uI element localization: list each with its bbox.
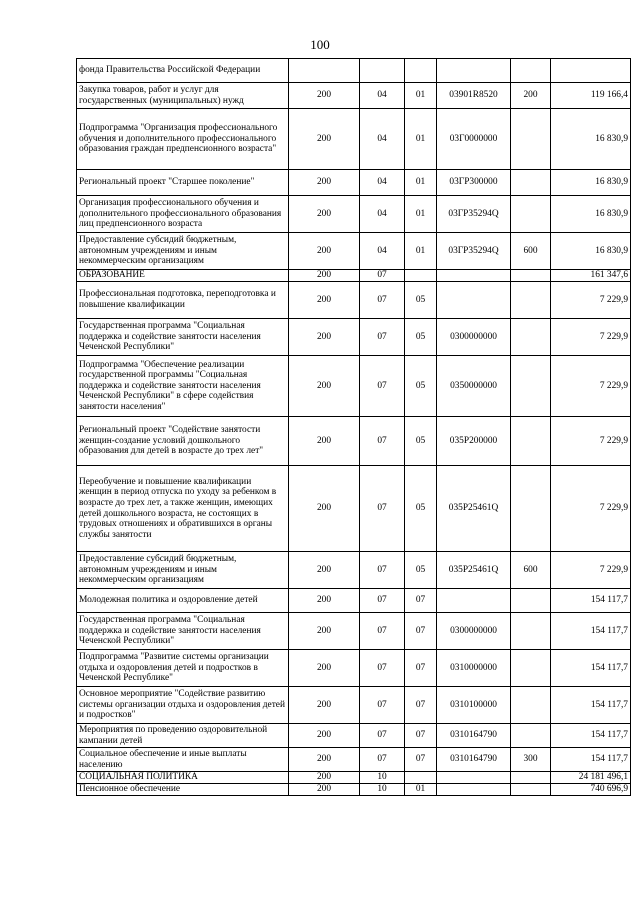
row-admin-code-cell: 200 — [289, 613, 360, 650]
row-expense-type-cell — [511, 196, 551, 233]
row-expense-type-cell — [511, 270, 551, 282]
row-subsection-cell: 01 — [405, 233, 437, 270]
row-subsection-cell: 07 — [405, 724, 437, 748]
row-amount-cell: 24 181 496,1 — [551, 772, 631, 784]
row-expense-type-cell — [511, 109, 551, 170]
row-amount-cell: 16 830,9 — [551, 196, 631, 233]
row-amount-cell: 7 229,9 — [551, 417, 631, 466]
row-amount-cell — [551, 59, 631, 83]
row-amount-cell: 154 117,7 — [551, 650, 631, 687]
row-section-cell: 04 — [360, 170, 405, 196]
row-name-cell: Пенсионное обеспечение — [77, 784, 289, 796]
row-admin-code-cell: 200 — [289, 724, 360, 748]
table-row — [77, 270, 631, 282]
row-expense-type-cell — [511, 59, 551, 83]
row-subsection-cell: 05 — [405, 466, 437, 552]
row-target-article-cell: 03ГР300000 — [437, 170, 511, 196]
row-target-article-cell: 0300000000 — [437, 613, 511, 650]
row-amount-cell: 16 830,9 — [551, 170, 631, 196]
row-admin-code-cell: 200 — [289, 687, 360, 724]
row-name-cell: Молодежная политика и оздоровление детей — [77, 589, 289, 613]
row-expense-type-cell — [511, 772, 551, 784]
table-row — [77, 650, 631, 687]
row-subsection-cell: 07 — [405, 650, 437, 687]
table-row — [77, 613, 631, 650]
row-expense-type-cell: 300 — [511, 748, 551, 772]
table-row — [77, 784, 631, 796]
row-subsection-cell — [405, 772, 437, 784]
row-expense-type-cell — [511, 282, 551, 319]
row-name-cell: Государственная программа "Социальная поддержка и содействие занятости населения Чеченской Республики" — [77, 613, 289, 650]
row-section-cell: 07 — [360, 417, 405, 466]
row-section-cell: 04 — [360, 233, 405, 270]
row-amount-cell: 154 117,7 — [551, 748, 631, 772]
row-admin-code-cell: 200 — [289, 552, 360, 589]
row-section-cell: 04 — [360, 109, 405, 170]
row-expense-type-cell — [511, 417, 551, 466]
row-admin-code-cell: 200 — [289, 170, 360, 196]
row-name-cell: Подпрограмма "Обеспечение реализации государственной программы "Социальная поддержка и содействие занятости населения Чеченской Республики" в сфере содействия занятости населения" — [77, 356, 289, 417]
row-target-article-cell: 03Г0000000 — [437, 109, 511, 170]
row-target-article-cell: 035Р25461Q — [437, 466, 511, 552]
row-expense-type-cell — [511, 687, 551, 724]
row-target-article-cell: 035Р25461Q — [437, 552, 511, 589]
row-admin-code-cell: 200 — [289, 270, 360, 282]
row-section-cell: 07 — [360, 466, 405, 552]
row-target-article-cell: 035Р200000 — [437, 417, 511, 466]
row-admin-code-cell: 200 — [289, 282, 360, 319]
row-section-cell: 07 — [360, 724, 405, 748]
row-name-cell: Мероприятия по проведению оздоровительной кампании детей — [77, 724, 289, 748]
row-target-article-cell — [437, 772, 511, 784]
row-name-cell: Социальное обеспечение и иные выплаты населению — [77, 748, 289, 772]
row-name-cell: Предоставление субсидий бюджетным, автономным учреждениям и иным некоммерческим организациям — [77, 233, 289, 270]
budget-table — [76, 58, 631, 796]
row-amount-cell: 154 117,7 — [551, 724, 631, 748]
table-row — [77, 282, 631, 319]
table-row — [77, 772, 631, 784]
row-subsection-cell: 05 — [405, 282, 437, 319]
row-name-cell: Региональный проект "Содействие занятости женщин-создание условий дошкольного образования для детей в возрасте до трех лет" — [77, 417, 289, 466]
row-amount-cell: 7 229,9 — [551, 466, 631, 552]
row-target-article-cell — [437, 282, 511, 319]
row-expense-type-cell — [511, 170, 551, 196]
row-target-article-cell: 03ГР35294Q — [437, 196, 511, 233]
row-admin-code-cell: 200 — [289, 589, 360, 613]
row-amount-cell: 7 229,9 — [551, 552, 631, 589]
row-expense-type-cell — [511, 589, 551, 613]
row-section-cell: 10 — [360, 772, 405, 784]
row-name-cell: Региональный проект "Старшее поколение" — [77, 170, 289, 196]
row-subsection-cell: 01 — [405, 170, 437, 196]
row-subsection-cell: 01 — [405, 784, 437, 796]
row-subsection-cell: 05 — [405, 552, 437, 589]
row-section-cell: 07 — [360, 552, 405, 589]
row-amount-cell: 154 117,7 — [551, 613, 631, 650]
row-amount-cell: 154 117,7 — [551, 589, 631, 613]
row-subsection-cell: 07 — [405, 748, 437, 772]
row-target-article-cell — [437, 589, 511, 613]
table-row — [77, 233, 631, 270]
row-admin-code-cell: 200 — [289, 784, 360, 796]
row-name-cell: фонда Правительства Российской Федерации — [77, 59, 289, 83]
row-name-cell: Предоставление субсидий бюджетным, автономным учреждениям и иным некоммерческим организациям — [77, 552, 289, 589]
row-subsection-cell: 07 — [405, 687, 437, 724]
row-admin-code-cell: 200 — [289, 650, 360, 687]
row-amount-cell: 16 830,9 — [551, 109, 631, 170]
row-section-cell: 07 — [360, 613, 405, 650]
row-expense-type-cell — [511, 784, 551, 796]
row-amount-cell: 7 229,9 — [551, 282, 631, 319]
row-section-cell — [360, 59, 405, 83]
row-amount-cell: 7 229,9 — [551, 319, 631, 356]
table-row — [77, 59, 631, 83]
page-number: 100 — [310, 37, 330, 52]
row-subsection-cell: 01 — [405, 196, 437, 233]
row-subsection-cell: 07 — [405, 613, 437, 650]
row-target-article-cell: 0350000000 — [437, 356, 511, 417]
row-section-cell: 07 — [360, 356, 405, 417]
row-name-cell: ОБРАЗОВАНИЕ — [77, 270, 289, 282]
row-name-cell: Государственная программа "Социальная поддержка и содействие занятости населения Чеченской Республики" — [77, 319, 289, 356]
row-amount-cell: 154 117,7 — [551, 687, 631, 724]
row-expense-type-cell: 600 — [511, 233, 551, 270]
row-subsection-cell — [405, 270, 437, 282]
row-admin-code-cell: 200 — [289, 109, 360, 170]
row-target-article-cell: 0310164790 — [437, 724, 511, 748]
row-subsection-cell: 01 — [405, 83, 437, 109]
row-target-article-cell — [437, 59, 511, 83]
row-name-cell: Закупка товаров, работ и услуг для государственных (муниципальных) нужд — [77, 83, 289, 109]
row-name-cell: СОЦИАЛЬНАЯ ПОЛИТИКА — [77, 772, 289, 784]
table-row — [77, 83, 631, 109]
row-expense-type-cell — [511, 650, 551, 687]
table-row — [77, 417, 631, 466]
table-row — [77, 356, 631, 417]
row-section-cell: 10 — [360, 784, 405, 796]
row-amount-cell: 740 696,9 — [551, 784, 631, 796]
table-row — [77, 724, 631, 748]
table-row — [77, 109, 631, 170]
row-subsection-cell: 05 — [405, 356, 437, 417]
row-target-article-cell: 0310164790 — [437, 748, 511, 772]
row-amount-cell: 119 166,4 — [551, 83, 631, 109]
row-amount-cell: 161 347,6 — [551, 270, 631, 282]
table-row — [77, 748, 631, 772]
row-target-article-cell — [437, 270, 511, 282]
row-admin-code-cell: 200 — [289, 319, 360, 356]
row-target-article-cell: 0300000000 — [437, 319, 511, 356]
row-target-article-cell: 03ГР35294Q — [437, 233, 511, 270]
row-subsection-cell: 07 — [405, 589, 437, 613]
row-section-cell: 07 — [360, 270, 405, 282]
row-name-cell: Подпрограмма "Организация профессионального обучения и дополнительного профессионального образования граждан предпенсионного возраста" — [77, 109, 289, 170]
row-expense-type-cell — [511, 356, 551, 417]
row-target-article-cell: 0310000000 — [437, 650, 511, 687]
row-section-cell: 07 — [360, 282, 405, 319]
table-row — [77, 589, 631, 613]
row-admin-code-cell: 200 — [289, 233, 360, 270]
row-admin-code-cell: 200 — [289, 356, 360, 417]
row-name-cell: Переобучение и повышение квалификации женщин в период отпуска по уходу за ребенком в возрасте до трех лет, а также женщин, имеющих детей дошкольного возраста, не состоящих в трудовых отношениях и обратившихся в органы службы занятости — [77, 466, 289, 552]
row-name-cell: Подпрограмма "Развитие системы организации отдыха и оздоровления детей и подростков в Чеченской Республике" — [77, 650, 289, 687]
table-row — [77, 196, 631, 233]
row-section-cell: 07 — [360, 589, 405, 613]
row-name-cell: Основное мероприятие "Содействие развитию системы организации отдыха и оздоровления детей и подростков" — [77, 687, 289, 724]
row-section-cell: 04 — [360, 83, 405, 109]
row-admin-code-cell: 200 — [289, 83, 360, 109]
row-target-article-cell: 0310100000 — [437, 687, 511, 724]
row-section-cell: 07 — [360, 319, 405, 356]
row-expense-type-cell: 200 — [511, 83, 551, 109]
row-amount-cell: 16 830,9 — [551, 233, 631, 270]
row-section-cell: 07 — [360, 748, 405, 772]
budget-table-body — [77, 59, 631, 796]
row-expense-type-cell — [511, 613, 551, 650]
row-admin-code-cell — [289, 59, 360, 83]
row-section-cell: 07 — [360, 687, 405, 724]
row-admin-code-cell: 200 — [289, 417, 360, 466]
row-target-article-cell: 03901R8520 — [437, 83, 511, 109]
row-admin-code-cell: 200 — [289, 748, 360, 772]
row-expense-type-cell — [511, 319, 551, 356]
table-row — [77, 466, 631, 552]
row-admin-code-cell: 200 — [289, 466, 360, 552]
table-row — [77, 552, 631, 589]
row-admin-code-cell: 200 — [289, 772, 360, 784]
row-name-cell: Профессиональная подготовка, переподготовка и повышение квалификации — [77, 282, 289, 319]
table-row — [77, 170, 631, 196]
row-expense-type-cell: 600 — [511, 552, 551, 589]
row-section-cell: 07 — [360, 650, 405, 687]
row-target-article-cell — [437, 784, 511, 796]
row-subsection-cell: 01 — [405, 109, 437, 170]
row-expense-type-cell — [511, 466, 551, 552]
row-amount-cell: 7 229,9 — [551, 356, 631, 417]
row-admin-code-cell: 200 — [289, 196, 360, 233]
row-subsection-cell — [405, 59, 437, 83]
row-name-cell: Организация профессионального обучения и дополнительного профессионального образования лиц предпенсионного возраста — [77, 196, 289, 233]
row-expense-type-cell — [511, 724, 551, 748]
table-row — [77, 319, 631, 356]
row-section-cell: 04 — [360, 196, 405, 233]
table-row — [77, 687, 631, 724]
row-subsection-cell: 05 — [405, 417, 437, 466]
row-subsection-cell: 05 — [405, 319, 437, 356]
